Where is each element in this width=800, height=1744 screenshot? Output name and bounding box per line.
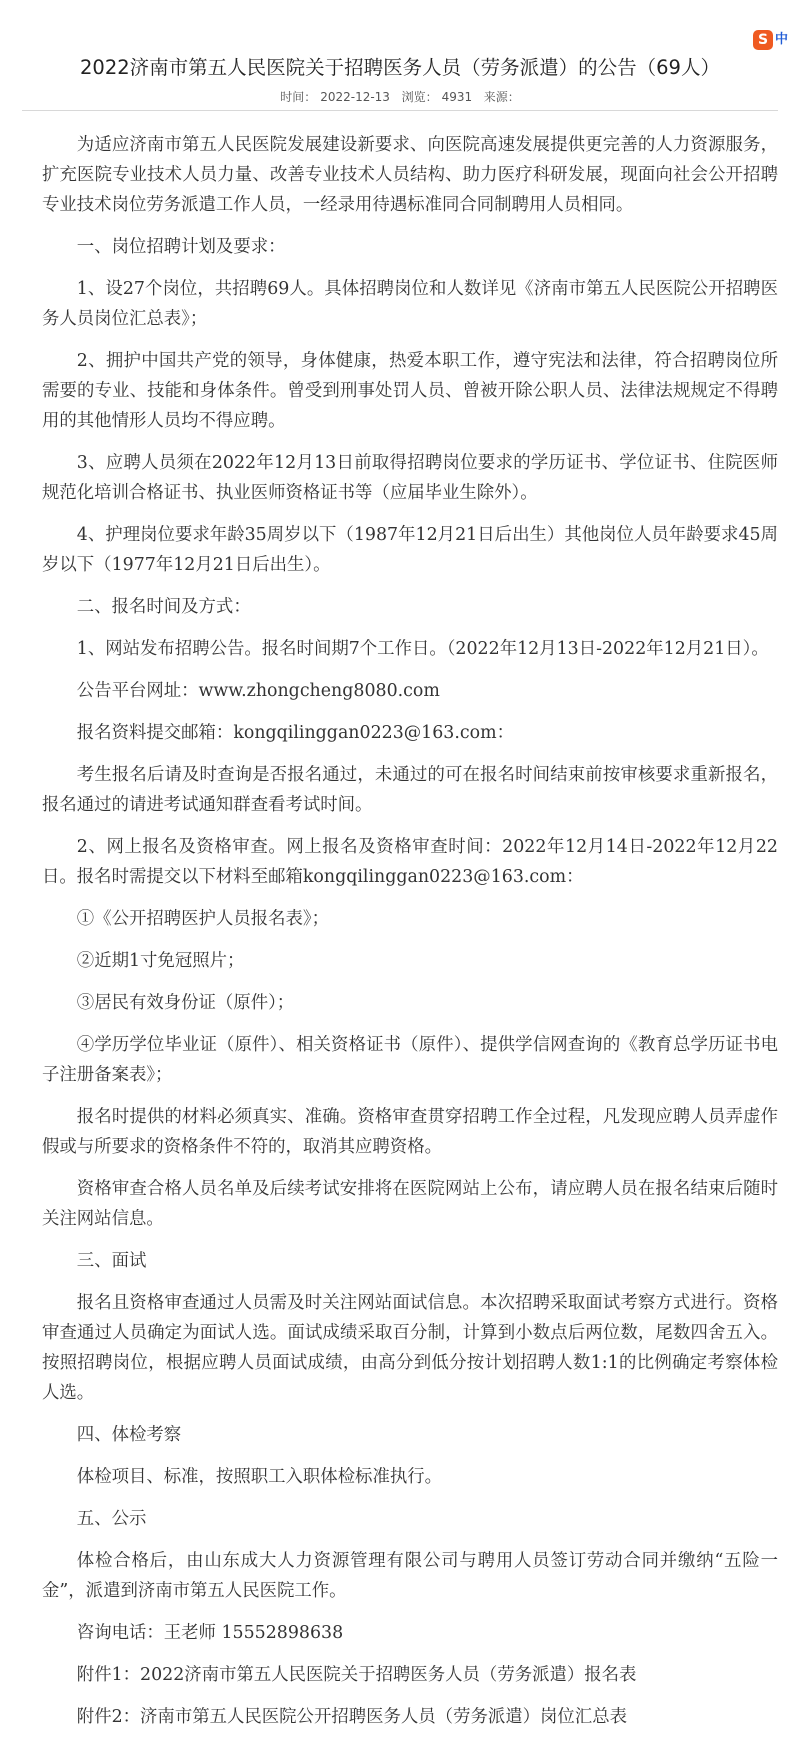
paragraph-check-status: 考生报名后请及时查询是否报名通过，未通过的可在报名时间结束前按审核要求重新报名，报名通过的请进考试通知群查看考试时间。	[42, 765, 778, 815]
meta-time-label: 时间：	[280, 90, 317, 104]
list-item-2: ②近期1寸免冠照片；	[76, 951, 245, 971]
section-heading-1: 一、岗位招聘计划及要求：	[76, 237, 286, 257]
ime-lang-indicator: 中	[774, 32, 788, 47]
paragraph-results-notice: 资格审查合格人员名单及后续考试安排将在医院网站上公布，请应聘人员在报名结束后随时关注网站信息。	[42, 1179, 778, 1229]
meta-time: 2022-12-13	[320, 90, 390, 104]
paragraph-website: 公告平台网址：www.zhongcheng8080.com	[76, 681, 440, 701]
section-heading-3: 三、面试	[76, 1251, 147, 1271]
paragraph-interview: 报名且资格审查通过人员需及时关注网站面试信息。本次招聘采取面试考察方式进行。资格审查通过人员确定为面试人选。面试成绩采取百分制，计算到小数点后两位数，尾数四舍五入。按照招聘岗位，根据应聘人员面试成绩，由高分到低分按计划招聘人数1:1的比例确定考察体检人选。	[42, 1293, 778, 1403]
article-meta	[0, 88, 800, 105]
meta-views-label: 浏览：	[401, 90, 438, 104]
meta-source-label: 来源：	[483, 90, 520, 104]
paragraph-contact: 咨询电话：王老师 15552898638	[76, 1623, 344, 1643]
section-heading-4: 四、体检考察	[76, 1425, 182, 1445]
paragraph-2-2: 2、网上报名及资格审查。网上报名及资格审查时间：2022年12月14日-2022年12月22日。报名时需提交以下材料至邮箱kongqilinggan0223@163.com：	[42, 837, 778, 887]
list-item-3: ③居民有效身份证（原件）；	[76, 993, 295, 1013]
attachment-1-link[interactable]: 附件1：2022济南市第五人民医院关于招聘医务人员（劳务派遣）报名表	[76, 1665, 637, 1685]
paragraph-1-4: 4、护理岗位要求年龄35周岁以下（1987年12月21日后出生）其他岗位人员年龄要求45周岁以下（1977年12月21日后出生）。	[42, 525, 778, 575]
list-item-4: ④学历学位毕业证（原件）、相关资格证书（原件）、提供学信网查询的《教育总学历证书电子注册备案表》；	[42, 1035, 778, 1085]
article-body	[42, 130, 778, 1744]
section-heading-5: 五、公示	[76, 1509, 147, 1529]
paragraph-2-1: 1、网站发布招聘公告。报名时间期7个工作日。（2022年12月13日-2022年12月21日）。	[76, 639, 769, 659]
paragraph-1-2: 2、拥护中国共产党的领导，身体健康，热爱本职工作，遵守宪法和法律，符合招聘岗位所需要的专业、技能和身体条件。曾受到刑事处罚人员、曾被开除公职人员、法律法规规定不得聘用的其他情形人员均不得应聘。	[42, 351, 778, 431]
paragraph-1-3: 3、应聘人员须在2022年12月13日前取得招聘岗位要求的学历证书、学位证书、住院医师规范化培训合格证书、执业医师资格证书等（应届毕业生除外）。	[42, 453, 778, 503]
article-title: 2022济南市第五人民医院关于招聘医务人员（劳务派遣）的公告（69人）	[80, 56, 720, 79]
list-item-1: ①《公开招聘医护人员报名表》；	[76, 909, 329, 929]
meta-views: 4931	[441, 90, 473, 104]
attachment-2-link[interactable]: 附件2：济南市第五人民医院公开招聘医务人员（劳务派遣）岗位汇总表	[76, 1707, 627, 1727]
title-divider	[22, 110, 778, 111]
paragraph-materials-notice: 报名时提供的材料必须真实、准确。资格审查贯穿招聘工作全过程，凡发现应聘人员弄虚作假或与所要求的资格条件不符的，取消其应聘资格。	[42, 1107, 778, 1157]
paragraph-intro: 为适应济南市第五人民医院发展建设新要求、向医院高速发展提供更完善的人力资源服务，扩充医院专业技术人员力量、改善专业技术人员结构、助力医疗科研发展，现面向社会公开招聘专业技术岗位劳务派遣工作人员，一经录用待遇标准同合同制聘用人员相同。	[42, 135, 778, 215]
paragraph-publicity: 体检合格后，由山东成大人力资源管理有限公司与聘用人员签订劳动合同并缴纳“五险一金”，派遣到济南市第五人民医院工作。	[42, 1551, 778, 1601]
ime-logo-icon: S	[753, 30, 773, 50]
paragraph-physical-exam: 体检项目、标准，按照职工入职体检标准执行。	[76, 1467, 443, 1487]
paragraph-email: 报名资料提交邮箱：kongqilinggan0223@163.com：	[76, 723, 514, 743]
section-heading-2: 二、报名时间及方式：	[76, 597, 251, 617]
ime-badge[interactable]	[753, 30, 788, 50]
paragraph-1-1: 1、设27个岗位，共招聘69人。具体招聘岗位和人数详见《济南市第五人民医院公开招聘医务人员岗位汇总表》；	[42, 279, 778, 329]
